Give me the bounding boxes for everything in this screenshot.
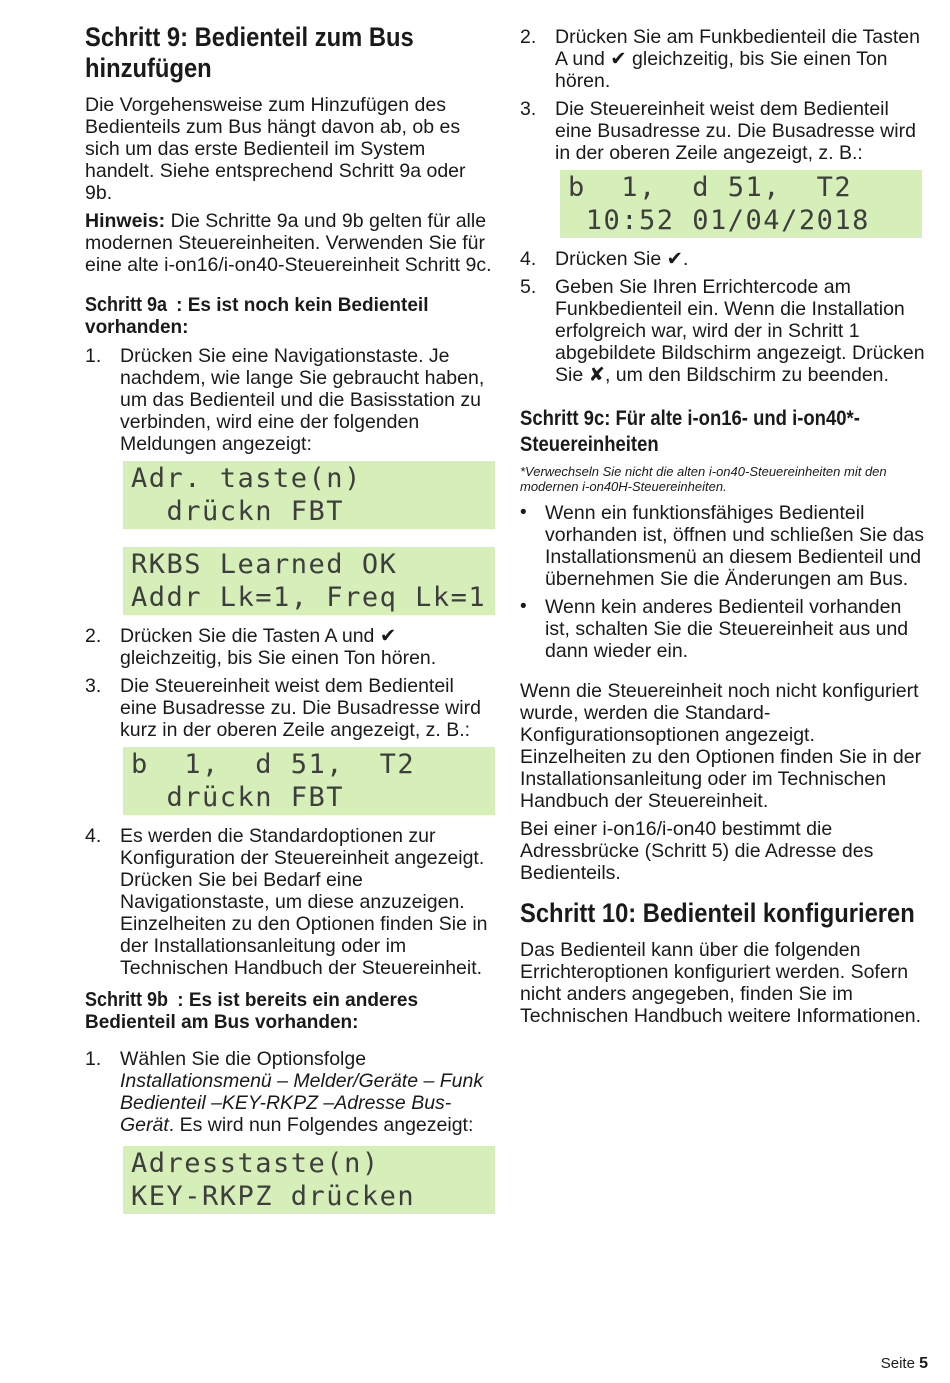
item-number: 4. bbox=[520, 248, 537, 270]
page-number: 5 bbox=[919, 1355, 928, 1372]
page-label: Seite bbox=[880, 1355, 920, 1372]
item-number: 2. bbox=[85, 625, 102, 647]
item-text: Wenn kein anderes Bedienteil vorhanden ist, schalten Sie die Steuereinheit aus und dann wieder ein. bbox=[545, 596, 909, 662]
list-item bbox=[520, 502, 925, 590]
step-9b-list-cont bbox=[520, 26, 925, 164]
item-text-a: Wählen Sie die Optionsfolge bbox=[120, 1048, 367, 1070]
item-text: Drücken Sie eine Navigationstaste. Je nachdem, wie lange Sie gebraucht haben, um das Bedienteil und die Basisstation zu verbinden, wird eine der folgenden Meldungen angezeigt: bbox=[120, 345, 485, 455]
list-item bbox=[520, 248, 925, 270]
config-paragraph: Wenn die Steuereinheit noch nicht konfiguriert wurde, werden die Standard-Konfigurationsoptionen angezeigt. Einzelheiten zu den Optionen finden Sie in der Installationsanleitung oder im Technischen Handbuch der Steuereinheit. bbox=[520, 680, 922, 812]
step-10-paragraph: Das Bedienteil kann über die folgenden Errichteroptionen konfiguriert werden. Sofern nicht anders angegeben, finden Sie im Technischen Handbuch weitere Informationen. bbox=[520, 939, 922, 1027]
heading-step-9c bbox=[520, 406, 925, 458]
item-text: Es werden die Standardoptionen zur Konfiguration der Steuereinheit angezeigt. Drücken Sie bei Bedarf eine Navigationstaste, um diese anzuzeigen. Einzelheiten zu den Optionen finden Sie in der Installationsanleitung oder im Technischen Handbuch der Steuereinheit. bbox=[120, 825, 488, 979]
list-item bbox=[520, 596, 925, 662]
heading-step-9b bbox=[85, 989, 495, 1034]
step-9a-list bbox=[85, 345, 495, 455]
step-9b-list bbox=[85, 1048, 495, 1136]
item-text: Die Steuereinheit weist dem Bedienteil eine Busadresse zu. Die Busadresse wird kurz in der oberen Zeile angezeigt, z. B.: bbox=[120, 675, 481, 741]
intro-paragraph: Die Vorgehensweise zum Hinzufügen des Bedienteils zum Bus hängt davon ab, ob es sich um das erste Bedienteil im System handelt. Siehe entsprechend Schritt 9a oder 9b. bbox=[85, 94, 466, 204]
item-text: Drücken Sie am Funkbedienteil die Tasten A und ✔ gleichzeitig, bis Sie einen Ton hören. bbox=[555, 26, 920, 92]
list-item bbox=[85, 345, 495, 455]
hint-text: Die Schritte 9a und 9b gelten für alle modernen Steuereinheiten. Verwenden Sie für eine alte i-on16/i-on40-Steuereinheit Schritt 9c. bbox=[85, 210, 492, 276]
lcd-display-1: Adr. taste(n) drückn FBT bbox=[123, 461, 495, 529]
left-column bbox=[85, 22, 495, 1224]
heading-step-9: Schritt 9: Bedienteil zum Bus hinzufügen bbox=[85, 22, 414, 83]
item-text: Drücken Sie ✔. bbox=[555, 248, 689, 270]
item-number: 1. bbox=[85, 345, 102, 367]
lcd-display-2: RKBS Learned OK Addr Lk=1, Freq Lk=1 bbox=[123, 547, 495, 615]
page-footer bbox=[881, 1355, 928, 1373]
bullet-icon: • bbox=[520, 596, 527, 617]
list-item bbox=[520, 98, 925, 164]
item-number: 1. bbox=[85, 1048, 102, 1070]
lcd-display-4: Adresstaste(n) KEY-RKPZ drücken bbox=[123, 1146, 495, 1214]
step-9a-text: : Es ist noch kein Bedienteil vorhanden: bbox=[85, 295, 429, 338]
item-text: Geben Sie Ihren Errichtercode am Funkbedienteil ein. Wenn die Installation erfolgreich war, wird der in Schritt 1 abgebildete Bildschirm angezeigt. Drücken Sie ✘, um den Bildschirm zu beenden. bbox=[555, 276, 925, 386]
list-item bbox=[520, 26, 925, 92]
item-number: 4. bbox=[85, 825, 102, 847]
heading-step-9a bbox=[85, 294, 495, 339]
item-number: 2. bbox=[520, 26, 537, 48]
item-number: 3. bbox=[520, 98, 537, 120]
step-9a-list-end bbox=[85, 825, 495, 979]
hint-label: Hinweis: bbox=[85, 210, 166, 232]
hint-paragraph bbox=[85, 210, 495, 276]
step-9c-footnote: *Verwechseln Sie nicht die alten i-on40-Steuereinheiten mit den modernen i-on40H-Steuereinheiten. bbox=[520, 464, 887, 494]
item-text: Drücken Sie die Tasten A und ✔ gleichzeitig, bis Sie einen Ton hören. bbox=[120, 625, 437, 669]
list-item bbox=[85, 825, 495, 979]
right-column bbox=[520, 22, 925, 1033]
address-paragraph: Bei einer i-on16/i-on40 bestimmt die Adressbrücke (Schritt 5) die Adresse des Bedienteils. bbox=[520, 818, 874, 884]
step-9c-title: Schritt 9c: Für alte i-on16- und i-on40*-Steuereinheiten bbox=[520, 407, 860, 456]
item-text-b: . Es wird nun Folgendes angezeigt: bbox=[168, 1114, 474, 1136]
list-item bbox=[520, 276, 925, 386]
step-9b-list-end bbox=[520, 248, 925, 386]
step-9a-label: Schritt 9a bbox=[85, 294, 168, 316]
lcd-display-5: b 1, d 51, T2 10:52 01/04/2018 bbox=[560, 170, 922, 238]
list-item bbox=[85, 1048, 495, 1136]
step-9b-text: : Es ist bereits ein anderes Bedienteil am Bus vorhanden: bbox=[85, 990, 419, 1033]
step-9a-list-cont bbox=[85, 625, 495, 741]
list-item bbox=[85, 625, 495, 669]
item-text: Die Steuereinheit weist dem Bedienteil eine Busadresse zu. Die Busadresse wird in der oberen Zeile angezeigt, z. B.: bbox=[555, 98, 916, 164]
lcd-display-3: b 1, d 51, T2 drückn FBT bbox=[123, 747, 495, 815]
item-text: Wenn ein funktionsfähiges Bedienteil vorhanden ist, öffnen und schließen Sie das Installationsmenü an diesem Bedienteil und übernehmen Sie die Änderungen am Bus. bbox=[545, 502, 925, 590]
step-9c-bullets bbox=[520, 502, 925, 662]
item-number: 3. bbox=[85, 675, 102, 697]
step-9b-label: Schritt 9b bbox=[85, 989, 169, 1011]
bullet-icon: • bbox=[520, 502, 527, 523]
heading-step-10: Schritt 10: Bedienteil konfigurieren bbox=[520, 898, 915, 928]
menu-path: Installationsmenü – Melder/Geräte – Funk Bedienteil –KEY-RKPZ –Adresse Bus-Gerät bbox=[120, 1070, 484, 1136]
list-item bbox=[85, 675, 495, 741]
item-number: 5. bbox=[520, 276, 537, 298]
